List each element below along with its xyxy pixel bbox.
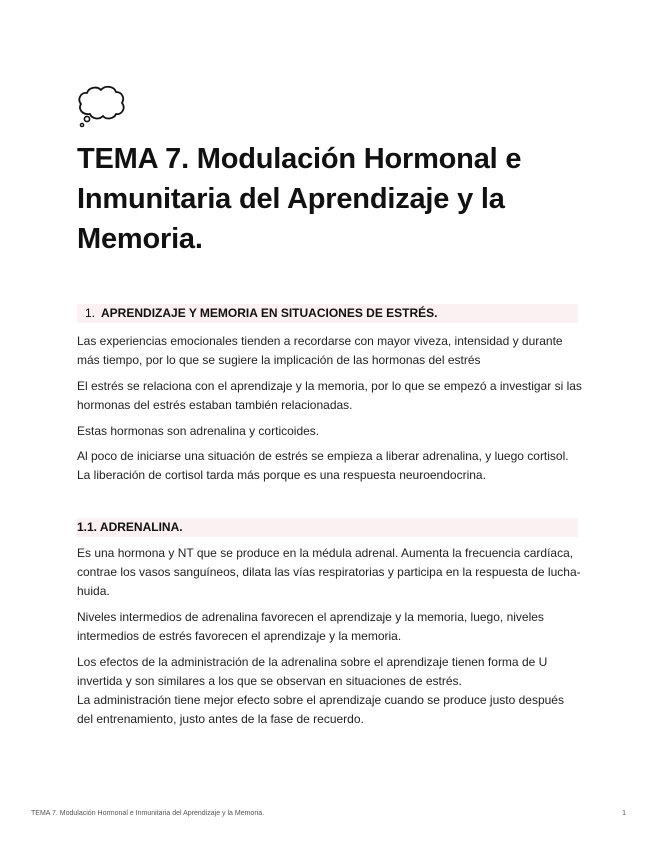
paragraph-hormones: Estas hormonas son adrenalina y corticoides. (77, 424, 320, 438)
paragraph-administration-line1: Los efectos de la administración de la adrenalina sobre el aprendizaje tienen forma de U invertida y son similares a los que se observan en situaciones de estrés. (77, 655, 548, 688)
section-heading-1-1: 1.1. ADRENALINA. (77, 518, 578, 537)
section-heading-text: APRENDIZAJE Y MEMORIA EN SITUACIONES DE ESTRÉS. (101, 306, 438, 320)
paragraph-release-sequence: Al poco de iniciarse una situación de estrés se empieza a liberar adrenalina, y luego cortisol. La liberación de cortisol tarda más porque es una respuesta neuroendocrina. (77, 449, 569, 482)
paragraph-emotional-experiences: Las experiencias emocionales tienden a recordarse con mayor viveza, intensidad y durante más tiempo, por lo que se sugiere la implicación de las hormonas del estrés (77, 334, 563, 367)
paragraph-administration-line2: La administración tiene mejor efecto sobre el aprendizaje cuando se produce justo después del entrenamiento, justo antes de la fase de recuerdo. (77, 693, 564, 726)
section-heading-1 (77, 304, 578, 323)
paragraph-intermediate-levels: Niveles intermedios de adrenalina favorecen el aprendizaje y la memoria, luego, niveles intermedios de estrés favorecen el aprendizaje y la memoria. (77, 610, 544, 643)
footer-page-number: 1 (622, 810, 626, 817)
page-title: TEMA 7. Modulación Hormonal e Inmunitaria del Aprendizaje y la Memoria. (77, 143, 522, 255)
footer-title: TEMA 7. Modulación Hormonal e Inmunitaria del Aprendizaje y la Memoria. (31, 810, 265, 817)
section-number: 1. (85, 306, 96, 320)
paragraph-adrenaline-definition: Es una hormona y NT que se produce en la médula adrenal. Aumenta la frecuencia cardíaca, contrae los vasos sanguíneos, dilata las vías respiratorias y participa en la respuesta de lucha-huida. (77, 546, 581, 598)
paragraph-administration-effects (77, 653, 583, 729)
thought-bubble-icon (76, 84, 126, 130)
paragraph-stress-relation: El estrés se relaciona con el aprendizaje y la memoria, por lo que se empezó a investigar si las hormonas del estrés estaban también relacionadas. (77, 379, 582, 412)
